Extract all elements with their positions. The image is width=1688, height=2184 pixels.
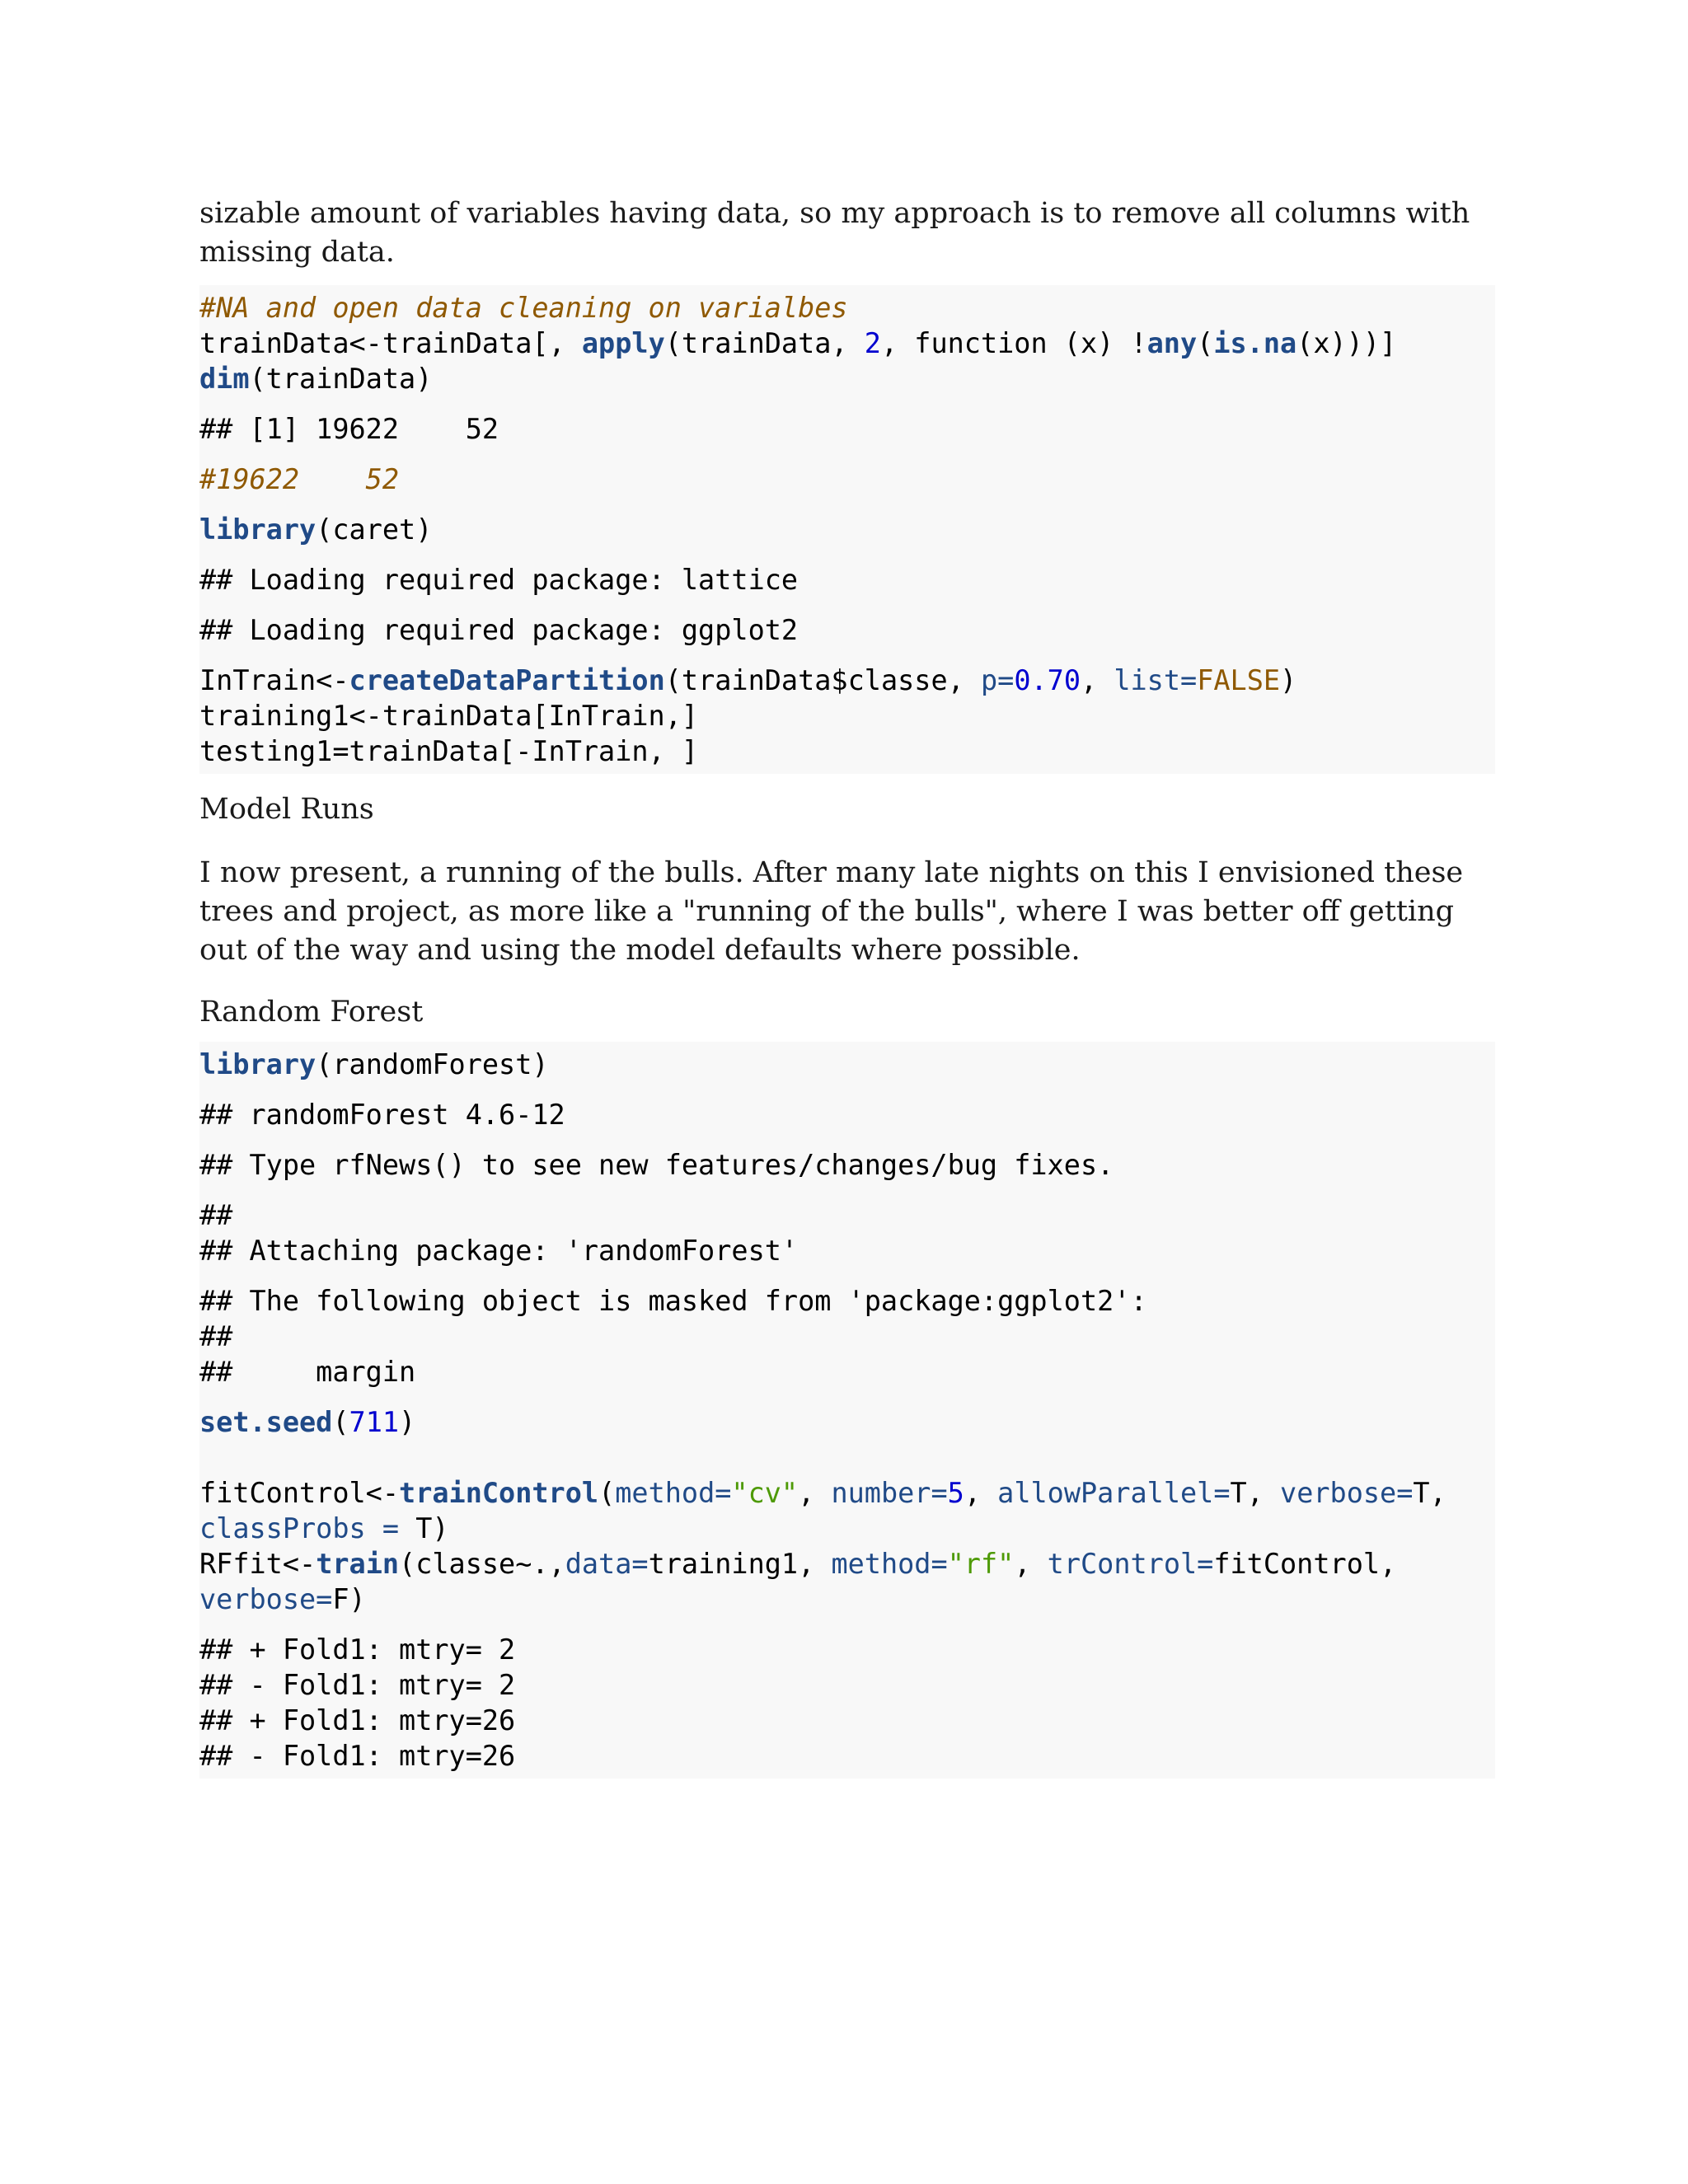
- function-any: any: [1146, 327, 1198, 359]
- code-rffit-line1: [199, 1546, 1495, 1582]
- code-fitcontrol-line1: [199, 1475, 1495, 1511]
- code-library-caret: [199, 512, 1495, 547]
- code-library-rf: [199, 1047, 1495, 1082]
- model-runs-paragraph: I now present, a running of the bulls. After many late nights on this I envisioned these trees and project, as more like a "running of the bulls", where I was better off getting out of the way and using the model defaults where possible.: [199, 856, 1464, 967]
- code-token: (trainData): [249, 363, 433, 395]
- function-is-na: is.na: [1213, 327, 1297, 359]
- heading-random-forest: Random Forest: [199, 996, 424, 1029]
- function-train: train: [316, 1548, 400, 1580]
- code-token: (: [598, 1477, 616, 1509]
- output-masked: ## The following object is masked from 'package:ggplot2':: [199, 1285, 1147, 1317]
- code-token: ,: [1429, 1477, 1447, 1509]
- argument-name: method=: [831, 1548, 948, 1580]
- code-token: T: [1230, 1477, 1247, 1509]
- code-token: F): [332, 1583, 366, 1615]
- output-rf-news: ## Type rfNews() to see new features/changes/bug fixes.: [199, 1149, 1114, 1181]
- intro-paragraph: sizable amount of variables having data, so my approach is to remove all columns with missing data.: [199, 197, 1470, 269]
- argument-name: allowParallel=: [997, 1477, 1231, 1509]
- code-token: ,: [1246, 1477, 1281, 1509]
- code-token: ): [1280, 664, 1297, 696]
- code-token: (caret): [316, 513, 433, 546]
- argument-name: classProbs =: [199, 1512, 416, 1544]
- number-literal: 0.70: [1014, 664, 1081, 696]
- code-token: (randomForest): [316, 1048, 549, 1080]
- function-create-data-partition: createDataPartition: [349, 664, 665, 696]
- string-literal: "rf": [947, 1548, 1015, 1580]
- code-token: ): [399, 1406, 416, 1438]
- code-token: T: [1413, 1477, 1430, 1509]
- code-fitcontrol-line2: [199, 1511, 1495, 1546]
- number-literal: 5: [947, 1477, 964, 1509]
- code-block-data-cleaning: [199, 285, 1495, 774]
- output-rf-version: ## randomForest 4.6-12: [199, 1099, 565, 1131]
- document-page: [199, 194, 1495, 1779]
- code-apply-line: [199, 326, 1495, 361]
- output-masked-item: ## margin: [199, 1356, 416, 1388]
- output-ggplot2: ## Loading required package: ggplot2: [199, 614, 799, 646]
- constant-literal: FALSE: [1197, 664, 1281, 696]
- code-token: fitControl: [1213, 1548, 1381, 1580]
- string-literal: "cv": [731, 1477, 799, 1509]
- output-blank-hash: ##: [199, 1199, 233, 1231]
- output-attaching: ## Attaching package: 'randomForest': [199, 1235, 799, 1267]
- argument-name: list=: [1114, 664, 1198, 696]
- output-fold-line: ## - Fold1: mtry= 2: [199, 1669, 516, 1701]
- output-fold-line: ## + Fold1: mtry=26: [199, 1704, 516, 1736]
- code-token: (trainData,: [664, 327, 865, 359]
- number-literal: 2: [864, 327, 881, 359]
- code-token: trainData<-trainData[,: [199, 327, 582, 359]
- comment-text: #NA and open data cleaning on varialbes: [199, 292, 848, 324]
- code-token: RFfit<-: [199, 1548, 316, 1580]
- code-partition-line: [199, 663, 1495, 698]
- function-apply: apply: [581, 327, 665, 359]
- code-token: ,: [1081, 664, 1114, 696]
- argument-name: verbose=: [199, 1583, 333, 1615]
- code-token: (: [1197, 327, 1214, 359]
- code-token: ,: [798, 1477, 832, 1509]
- argument-name: data=: [565, 1548, 649, 1580]
- code-block-random-forest: [199, 1042, 1495, 1779]
- argument-name: method=: [615, 1477, 732, 1509]
- function-library: library: [199, 1048, 316, 1080]
- code-token: ,: [1380, 1548, 1397, 1580]
- argument-name: trControl=: [1047, 1548, 1214, 1580]
- code-token: ,: [964, 1477, 998, 1509]
- code-token: ,: [798, 1548, 832, 1580]
- function-set-seed: set.seed: [199, 1406, 333, 1438]
- code-blank-line: [199, 1440, 1495, 1475]
- code-token: (trainData$classe,: [664, 664, 981, 696]
- function-dim: dim: [199, 363, 250, 395]
- code-token: T): [415, 1512, 449, 1544]
- argument-name: number=: [831, 1477, 948, 1509]
- code-training-line: training1<-trainData[InTrain,]: [199, 700, 699, 732]
- code-dim-line: [199, 361, 1495, 396]
- function-library: library: [199, 513, 316, 546]
- code-token: fitControl<-: [199, 1477, 400, 1509]
- code-token: ,: [1014, 1548, 1048, 1580]
- argument-name: p=: [980, 664, 1015, 696]
- number-literal: 711: [349, 1406, 400, 1438]
- code-token: (: [332, 1406, 349, 1438]
- output-fold-line: ## - Fold1: mtry=26: [199, 1740, 516, 1772]
- output-lattice: ## Loading required package: lattice: [199, 564, 799, 596]
- argument-name: verbose=: [1280, 1477, 1414, 1509]
- code-token: (classe~.,: [399, 1548, 565, 1580]
- output-masked-blank: ##: [199, 1320, 233, 1352]
- code-set-seed: [199, 1404, 1495, 1440]
- comment-text: #19622 52: [199, 463, 400, 495]
- function-train-control: trainControl: [399, 1477, 599, 1509]
- code-token: (x)))]: [1296, 327, 1397, 359]
- code-token: InTrain<-: [199, 664, 349, 696]
- code-rffit-line2: [199, 1582, 1495, 1617]
- output-dim: ## [1] 19622 52: [199, 413, 499, 445]
- code-comment-na: [199, 290, 1495, 326]
- code-comment-dim: [199, 462, 1495, 497]
- output-fold-line: ## + Fold1: mtry= 2: [199, 1633, 516, 1666]
- heading-model-runs: Model Runs: [199, 793, 374, 826]
- code-token: , function (x) !: [880, 327, 1147, 359]
- code-testing-line: testing1=trainData[-InTrain, ]: [199, 735, 699, 767]
- code-token: training1: [648, 1548, 799, 1580]
